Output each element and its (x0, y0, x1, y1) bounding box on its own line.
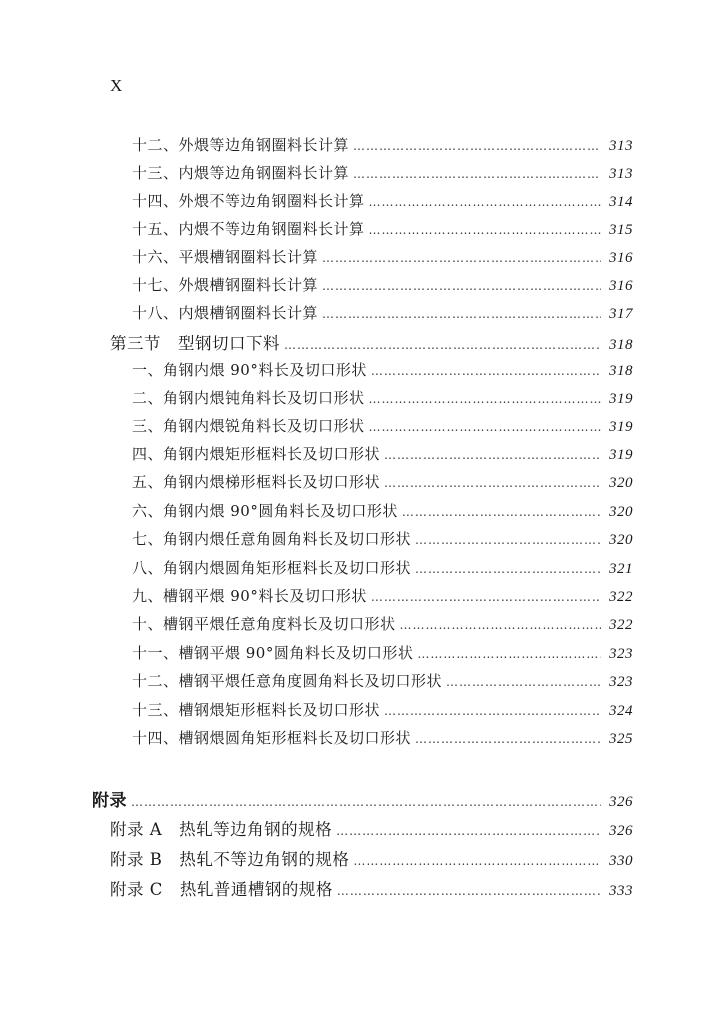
dot-leader (336, 824, 601, 838)
toc-entry[interactable] (132, 415, 633, 436)
toc-entry[interactable] (132, 670, 633, 691)
toc-entry-label: 十二、外煨等边角钢圈料长计算 (132, 136, 350, 154)
toc-entry[interactable] (132, 500, 633, 521)
toc-entry[interactable] (132, 302, 633, 323)
toc-page-number: 319 (609, 391, 633, 407)
toc-entry[interactable] (132, 642, 633, 663)
toc-page-number: 313 (609, 138, 633, 154)
appendix-heading-label: 附录 (92, 791, 127, 811)
dot-leader (131, 795, 601, 809)
dot-leader (322, 279, 601, 293)
toc-page-number: 320 (609, 504, 633, 520)
toc-entry-label: 十七、外煨槽钢圈料长计算 (132, 276, 319, 294)
toc-entry[interactable] (132, 699, 633, 720)
toc-entry-label: 十四、外煨不等边角钢圈料长计算 (132, 192, 365, 210)
dot-leader (384, 476, 601, 490)
toc-entry[interactable] (132, 162, 633, 183)
toc-page-number: 315 (609, 222, 633, 238)
toc-entry[interactable] (132, 218, 633, 239)
toc-page-number: 318 (609, 363, 633, 379)
toc-entry-label: 七、角钢内煨任意角圆角料长及切口形状 (132, 530, 412, 548)
toc-appendix-label: 附录 B 热轧不等边角钢的规格 (110, 850, 350, 869)
toc-entry[interactable] (132, 727, 633, 748)
toc-page-number: 323 (609, 646, 633, 662)
toc-page-number: 314 (609, 194, 633, 210)
toc-page-number: 320 (609, 475, 633, 491)
toc-entry-label: 十六、平煨槽钢圈料长计算 (132, 248, 319, 266)
toc-appendix-heading[interactable] (92, 786, 633, 811)
toc-page-number: 333 (609, 883, 633, 899)
toc-entry-label: 十三、槽钢煨矩形框料长及切口形状 (132, 701, 381, 719)
toc-section-entry[interactable] (110, 330, 633, 354)
toc-page-number: 316 (609, 278, 633, 294)
toc-page-number: 318 (609, 337, 633, 353)
dot-leader (369, 223, 601, 237)
dot-leader (284, 338, 601, 352)
toc-page-number: 323 (609, 674, 633, 690)
dot-leader (322, 251, 601, 265)
toc-entry[interactable] (132, 387, 633, 408)
toc-entry[interactable] (132, 471, 633, 492)
toc-appendix-label: 附录 C 热轧普通槽钢的规格 (110, 880, 333, 899)
dot-leader (322, 307, 601, 321)
dot-leader (415, 732, 601, 746)
toc-entry-label: 九、槽钢平煨 90°料长及切口形状 (132, 587, 367, 605)
toc-entry-label: 十五、内煨不等边角钢圈料长计算 (132, 220, 365, 238)
toc-entry-label: 六、角钢内煨 90°圆角料长及切口形状 (132, 502, 398, 520)
toc-appendix-entry[interactable] (110, 876, 633, 900)
toc-page-number: 326 (609, 794, 633, 810)
dot-leader (369, 195, 601, 209)
toc-section-label: 第三节 型钢切口下料 (110, 334, 280, 353)
toc-entry-label: 十一、槽钢平煨 90°圆角料长及切口形状 (132, 644, 414, 662)
toc-entry[interactable] (132, 246, 633, 267)
dot-leader (415, 562, 601, 576)
page-number: X (110, 76, 124, 95)
toc-entry-label: 五、角钢内煨梯形框料长及切口形状 (132, 473, 381, 491)
toc-entry[interactable] (132, 443, 633, 464)
toc-page-number: 325 (609, 731, 633, 747)
dot-leader (369, 420, 601, 434)
toc-entry-label: 八、角钢内煨圆角矩形框料长及切口形状 (132, 559, 412, 577)
toc-entry-label: 一、角钢内煨 90°料长及切口形状 (132, 361, 367, 379)
toc-entry-label: 十三、内煨等边角钢圈料长计算 (132, 164, 350, 182)
toc-entry[interactable] (132, 528, 633, 549)
toc-entry[interactable] (132, 613, 633, 634)
dot-leader (369, 392, 601, 406)
dot-leader (353, 854, 601, 868)
toc-entry[interactable] (132, 134, 633, 155)
toc-entry-label: 四、角钢内煨矩形框料长及切口形状 (132, 445, 381, 463)
toc-page-number: 326 (609, 823, 633, 839)
toc-page-number: 322 (609, 589, 633, 605)
toc-page-number: 322 (609, 617, 633, 633)
toc-page-number: 316 (609, 250, 633, 266)
dot-leader (371, 364, 601, 378)
dot-leader (415, 533, 601, 547)
dot-leader (384, 704, 601, 718)
toc-entry-label: 十二、槽钢平煨任意角度圆角料长及切口形状 (132, 672, 443, 690)
dot-leader (371, 590, 601, 604)
toc-page-number: 324 (609, 703, 633, 719)
toc-appendix-label: 附录 A 热轧等边角钢的规格 (110, 820, 333, 839)
toc-appendix-entry[interactable] (110, 846, 633, 870)
dot-leader (417, 647, 601, 661)
dot-leader (384, 448, 601, 462)
dot-leader (353, 139, 601, 153)
toc-entry[interactable] (132, 557, 633, 578)
toc-appendix-entry[interactable] (110, 816, 633, 840)
toc-page-number: 330 (609, 853, 633, 869)
toc-entry-label: 十四、槽钢煨圆角矩形框料长及切口形状 (132, 729, 412, 747)
toc-page-number: 320 (609, 532, 633, 548)
dot-leader (446, 675, 601, 689)
dot-leader (353, 167, 601, 181)
toc-entry-label: 三、角钢内煨锐角料长及切口形状 (132, 417, 365, 435)
dot-leader (400, 618, 601, 632)
toc-page-number: 317 (609, 306, 633, 322)
dot-leader (337, 884, 601, 898)
toc-page-number: 313 (609, 166, 633, 182)
toc-entry-label: 十、槽钢平煨任意角度料长及切口形状 (132, 615, 396, 633)
toc-page-number: 319 (609, 447, 633, 463)
toc-entry[interactable] (132, 359, 633, 380)
toc-page-number: 321 (609, 561, 633, 577)
toc-entry[interactable] (132, 585, 633, 606)
toc-entry[interactable] (132, 190, 633, 211)
toc-entry-label: 二、角钢内煨钝角料长及切口形状 (132, 389, 365, 407)
dot-leader (402, 505, 601, 519)
toc-entry-label: 十八、内煨槽钢圈料长计算 (132, 304, 319, 322)
toc-entry[interactable] (132, 274, 633, 295)
toc-page-number: 319 (609, 419, 633, 435)
